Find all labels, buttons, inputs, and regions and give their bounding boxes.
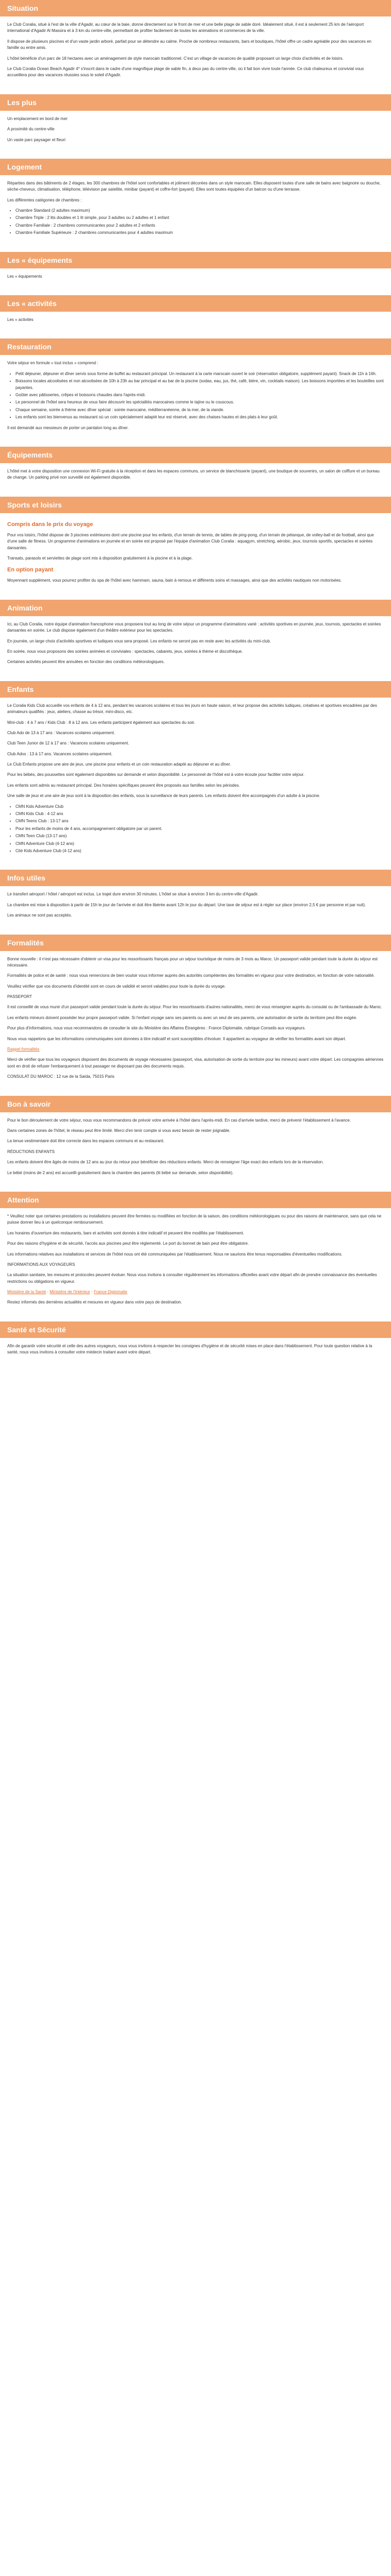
paragraph: Les différentes catégories de chambres :: [7, 197, 82, 202]
contact: CONSULAT DU MAROC : 12 rue de la Saïda, 75015 Paris: [7, 1074, 115, 1079]
paragraph: Club Ados : 13 à 17 ans. Vacances scolaires uniquement.: [7, 751, 112, 756]
paragraph: Formalités de police et de santé : nous vous remercions de bien vouloir vous informer auprès des autorités compétentes des formalités en vigueur pour votre destination, en fonction de votre nationalité.: [7, 973, 375, 978]
activites-section: [0, 295, 391, 338]
paragraph: Transats, parasols et serviettes de plage sont mis à disposition gratuitement à la piscine et à la plage.: [7, 555, 193, 561]
section-title: Restauration: [0, 338, 391, 355]
plus-section: [0, 94, 391, 159]
paragraph: Les enfants sont admis au restaurant principal. Des horaires spécifiques peuvent être proposés aux familles selon les périodes.: [7, 783, 240, 788]
section-title: Formalités: [0, 935, 391, 951]
sports-section: [0, 497, 391, 600]
paragraph: Pour plus d'informations, nous vous recommandons de consulter le site du Ministère des Affaires Étrangères : France Diplomatie, rubrique Conseils aux voyageurs.: [7, 1026, 306, 1031]
paragraph: Le Coralia Kids Club accueille vos enfants de 4 à 12 ans, pendant les vacances scolaires et tous les jours en haute saison, et leur propose des activités ludiques, créatives et sportives encadrées par des animateurs qualifiés : jeux, ateliers, chasse au trésor, mini-disco, etc.: [7, 703, 377, 715]
enfants-section: [0, 681, 391, 870]
section-title: Situation: [0, 0, 391, 16]
attention-section: Attention * Veuillez noter que certaines prestations ou installations peuvent être fermées ou modifiées en fonction de la saison, des conditions météorologiques ou pour des raisons de maintenance, sans que cela ne puisse donner lieu à un quelconque remboursement. Les horaires d'ouverture des restaurants, bars et activités sont donnés à titre indicatif et peuvent être modifiés par l'établissement. Pour des raisons d'hygiène et de sécurité, l'accès aux piscines peut être réglementé. Le port du bonnet de bain peut être obligatoire. Les informations relatives aux installations et services de l'hôtel nous ont été communiquées par l'établissement. Nous ne saurions être tenus responsables d'éventuelles modifications. INFORMATIONS AUX VOYAGEURS La situation sanitaire, les mesures et protocoles peuvent évoluer. Nous vous invitons à consulter régulièrement les informations officielles avant votre départ afin de prendre connaissance des éventuelles restrictions ou obligations en vigueur. Ministère de la Santé · Ministère de l'Intérieur · France Diplomatie Restez informés des dernières actualités et mesures en vigueur dans votre pays de destination.: [0, 1192, 391, 1321]
subsection-title: Compris dans le prix du voyage: [7, 521, 93, 528]
list-item: • Chambre Familiale Supérieure : 2 chambres communicantes pour 4 adultes maximum: [15, 230, 384, 236]
bon-savoir-section: [0, 1096, 391, 1192]
paragraph: Les « équipements: [7, 274, 42, 279]
list-item: • Cité Kids Adventure Club (4-12 ans): [15, 848, 384, 854]
paragraph: Ici, au Club Coralia, notre équipe d'animation francophone vous proposera tout au long de votre séjour un programme d'animations varié : activités sportives en journée, jeux, tournois, spectacles et soirées dansantes en soirée. Le club dispose également d'un théâtre extérieur pour les spectacles.: [7, 621, 381, 633]
paragraph: Certaines activités peuvent être annulées en fonction des conditions météorologiques.: [7, 659, 165, 665]
subsection-title: INFORMATIONS AUX VOYAGEURS: [7, 1262, 75, 1267]
rappel-link[interactable]: Rappel formalités: [7, 1047, 40, 1052]
paragraph: Afin de garantir votre sécurité et celle des autres voyageurs, nous vous invitons à respecter les consignes d'hygiène et de sécurité mises en place dans l'établissement. Pour toute question relative à la santé, nous vous invitons à consulter votre médecin traitant avant votre départ.: [7, 1343, 372, 1355]
paragraph: Moyennant supplément, vous pourrez profiter du spa de l'hôtel avec hammam, sauna, bain à remous et différents soins et massages, ainsi que des activités nautiques non motorisées.: [7, 578, 342, 583]
restauration-list: [7, 371, 384, 421]
paragraph: Bonne nouvelle : il n'est pas nécessaire d'obtenir un visa pour les ressortissants français pour un séjour touristique de moins de 3 mois au Maroc. Un passeport valide pendant toute la durée du séjour est nécessaire.: [7, 956, 378, 968]
list-item: • CMN Adventure Club (4-12 ans): [15, 841, 384, 847]
paragraph: Club Ado de 13 à 17 ans : Vacances scolaires uniquement.: [7, 730, 115, 735]
external-link[interactable]: France Diplomatie: [93, 1290, 127, 1295]
list-item: • Boissons locales alcoolisées et non alcoolisées de 10h à 23h au bar principal et au bar de la piscine (sodas, eau, jus, thé, café, bière, vin, cocktails maison). Les boissons importées et les bouteilles sont payantes.: [15, 378, 384, 391]
section-title: Les « activités: [0, 295, 391, 312]
list-item: • Les enfants sont les bienvenus au restaurant où un coin spécialement adapté leur est réservé, avec des chaises hautes et des plats à leur goût.: [15, 414, 384, 420]
paragraph: Veuillez vérifier que vos documents d'identité sont en cours de validité et seront valables pour toute la durée du voyage.: [7, 984, 226, 989]
paragraph: Les animaux ne sont pas acceptés.: [7, 913, 72, 918]
subsection-title: En option payant: [7, 567, 54, 573]
paragraph: Merci de vérifier que tous les voyageurs disposent des documents de voyage nécessaires (passeport, visa, autorisation de sortie du territoire pour les mineurs) avant votre départ. Les compagnies aériennes sont en droit de refuser l'embarquement à tout passager ne disposant pas des documents requis.: [7, 1057, 384, 1069]
section-title: Enfants: [0, 681, 391, 698]
paragraph: Il dispose de plusieurs piscines et d'un vaste jardin arboré, parfait pour se détendre au calme. Proche de nombreux restaurants, bars et boutiques, l'hôtel offre un cadre agréable pour des vacances en famille ou entre amis.: [7, 39, 371, 50]
list-item: Un vaste parc paysager et fleuri: [7, 137, 66, 142]
paragraph: Réparties dans des bâtiments de 2 étages, les 300 chambres de l'hôtel sont confortables et joliment décorées dans un style marocain. Elles disposent toutes d'une salle de bains avec baignoire ou douche, sèche-cheveux, climatisation, téléphone, télévision par satellite, minibar (payant) et coffre-fort (payant). Elles sont toutes équipées d'un balcon ou d'une terrasse.: [7, 180, 381, 192]
info-section: [0, 870, 391, 934]
paragraph: Le Club Coralia, situé à l'est de la ville d'Agadir, au cœur de la baie, donne directement sur le front de mer et une belle plage de sable doré. Idéalement situé, il est à seulement 25 km de l'aéroport international d'Agadir Al Massira et à 3 km du centre-ville, permettant de profiter facilement de toutes les animations et commerces de la ville.: [7, 22, 364, 33]
restauration-section: [0, 338, 391, 447]
list-item: Un emplacement en bord de mer: [7, 116, 68, 121]
paragraph: En journée, un large choix d'activités sportives et ludiques vous sera proposé. Les enfants ne seront pas en reste avec les activités du mini-club.: [7, 638, 271, 643]
equipements1-section: [0, 252, 391, 295]
paragraph: Le bébé (moins de 2 ans) est accueilli gratuitement dans la chambre des parents (lit bébé sur demande, selon disponibilité).: [7, 1170, 234, 1175]
paragraph: Nous vous rappelons que les informations communiquées sont données à titre indicatif et sont susceptibles d'évoluer. Il appartient au voyageur de vérifier les formalités avant son départ.: [7, 1036, 347, 1041]
paragraph: Dans certaines zones de l'hôtel, le réseau peut être limité. Merci d'en tenir compte si vous avez besoin de rester joignable.: [7, 1128, 231, 1133]
list-item: • Chambre Standard (2 adultes maximum): [15, 208, 384, 214]
section-title: Les plus: [0, 94, 391, 111]
subsection-title: PASSEPORT: [7, 994, 32, 999]
paragraph: Les enfants doivent être âgés de moins de 12 ans au jour du retour pour bénéficier des réductions enfants. Merci de renseigner l'âge exact des enfants lors de la réservation.: [7, 1160, 324, 1165]
list-item: A proximité du centre-ville: [7, 127, 55, 132]
external-link[interactable]: Ministère de l'Intérieur: [50, 1290, 90, 1295]
section-title: Logement: [0, 159, 391, 175]
paragraph: La chambre est mise à disposition à partir de 15h le jour de l'arrivée et doit être libérée avant 12h le jour du départ. Une taxe de séjour est à régler sur place (environ 2,5 € par personne et par nuit).: [7, 902, 366, 907]
list-item: • Goûter avec pâtisseries, crêpes et boissons chaudes dans l'après-midi.: [15, 392, 384, 398]
equipements-section: [0, 447, 391, 497]
paragraph: Le Club Enfants propose une aire de jeux, une piscine pour enfants et un coin restauration adapté au déjeuner et au dîner.: [7, 762, 231, 767]
list-item: • CMN Kids Adventure Club: [15, 804, 384, 810]
paragraph: Le Club Coralia Ocean Beach Agadir 4* s'inscrit dans le cadre d'une magnifique plage de sable fin, à deux pas du centre-ville, où il fait bon vivre toute l'année. Ce club chaleureux et convivial vous accueillera pour des vacances réussies sous le soleil d'Agadir.: [7, 66, 364, 78]
list-item: • Chambre Triple : 2 lits doubles et 1 lit simple, pour 3 adultes ou 2 adultes et 1 enfant: [15, 215, 384, 221]
paragraph: Votre séjour en formule « tout inclus » comprend :: [7, 361, 99, 366]
paragraph: Les informations relatives aux installations et services de l'hôtel nous ont été communiquées par l'établissement. Nous ne saurions être tenus responsables d'éventuelles modifications.: [7, 1251, 343, 1257]
paragraph: Pour des raisons d'hygiène et de sécurité, l'accès aux piscines peut être réglementé. Le port du bonnet de bain peut être obligatoire.: [7, 1241, 249, 1246]
situation-section: [0, 0, 391, 94]
external-link[interactable]: Ministère de la Santé: [7, 1290, 46, 1295]
list-item: • CMN Teen Club (13-17 ans): [15, 833, 384, 839]
paragraph: Une salle de jeux et une aire de jeux sont à la disposition des enfants, sous la surveillance de leurs parents. Les enfants doivent être accompagnés d'un adulte à la piscine.: [7, 793, 320, 799]
paragraph: * Veuillez noter que certaines prestations ou installations peuvent être fermées ou modifiées en fonction de la saison, des conditions météorologiques ou pour des raisons de maintenance, sans que cela ne puisse donner lieu à un quelconque remboursement.: [7, 1213, 382, 1225]
list-item: • CMN Teens Club : 13-17 ans: [15, 818, 384, 824]
paragraph: Pour vos loisirs, l'hôtel dispose de 3 piscines extérieures dont une piscine pour les enfants, d'un terrain de tennis, de tables de ping-pong, d'un terrain de pétanque, de volley-ball et de football, ainsi que d'une salle de fitness. Un programme d'animations en journée et en soirée est proposé par l'équipe d'animation Club Coralia : aquagym, stretching, aérobic, jeux, tournois sportifs, spectacles et soirées dansantes.: [7, 532, 374, 550]
paragraph: L'hôtel bénéficie d'un parc de 18 hectares avec un aménagement de style marocain traditionnel. C'est un village de vacances de qualité proposant un large choix d'activités et de loisirs.: [7, 56, 344, 61]
subsection-title: RÉDUCTIONS ENFANTS: [7, 1149, 55, 1154]
paragraph: Restez informés des dernières actualités et mesures en vigueur dans votre pays de destination.: [7, 1300, 182, 1305]
list-item: • Petit déjeuner, déjeuner et dîner servis sous forme de buffet au restaurant principal. Un restaurant à la carte marocain ouvert le soir (réservation obligatoire, supplément payant). Snack de 11h à 16h.: [15, 371, 384, 377]
paragraph: Mini-club : 4 à 7 ans / Kids Club : 8 à 12 ans. Les enfants participent également aux spectacles du soir.: [7, 720, 196, 725]
list-item: • Chaque semaine, soirée à thème avec dîner spécial : soirée marocaine, méditerranéenne, de la mer, de la viande.: [15, 407, 384, 413]
animation-section: [0, 600, 391, 681]
list-item: • Le personnel de l'hôtel sera heureux de vous faire découvrir les spécialités marocaines comme le tajine ou le couscous.: [15, 399, 384, 405]
paragraph: Les enfants mineurs doivent posséder leur propre passeport valide. Si l'enfant voyage sans ses parents ou avec un seul de ses parents, une autorisation de sortie du territoire peut être exigée.: [7, 1015, 357, 1020]
note: Il est demandé aux messieurs de porter un pantalon long au dîner.: [7, 425, 129, 430]
paragraph: La situation sanitaire, les mesures et protocoles peuvent évoluer. Nous vous invitons à consulter régulièrement les informations officielles avant votre départ afin de prendre connaissance des éventuelles restrictions ou obligations en vigueur.: [7, 1273, 377, 1284]
formalites-section: [0, 935, 391, 1096]
list-item: • Pour les enfants de moins de 4 ans, accompagnement obligatoire par un parent.: [15, 826, 384, 832]
paragraph: L'hôtel met à votre disposition une connexion Wi-Fi gratuite à la réception et dans les espaces communs, un service de blanchisserie (payant), une boutique de souvenirs, un salon de coiffure et un bureau de change. Un parking privé non surveillé est également disponible.: [7, 468, 380, 480]
section-title: Animation: [0, 600, 391, 616]
section-title: Sports et loisirs: [0, 497, 391, 513]
paragraph: En soirée, nous vous proposons des soirées animées et conviviales : spectacles, cabarets, jeux, soirées à thème et discothèque.: [7, 649, 243, 654]
logement-section: [0, 159, 391, 252]
paragraph: Les « activités: [7, 317, 34, 323]
paragraph: Il est conseillé de vous munir d'un passeport valide pendant toute la durée du séjour. Pour les ressortissants d'autres nationalités, merci de vous renseigner auprès du consulat ou de l'ambassade du Maroc.: [7, 1005, 382, 1010]
section-title: Infos utiles: [0, 870, 391, 886]
section-title: Équipements: [0, 447, 391, 463]
list-item: • Chambre Familiale : 2 chambres communicantes pour 2 adultes et 2 enfants: [15, 223, 384, 229]
list-item: • CMN Kids Club : 4-12 ans: [15, 811, 384, 817]
paragraph: Pour les bébés, des poussettes sont également disponibles sur demande et selon disponibilité. Le personnel de l'hôtel est à votre écoute pour faciliter votre séjour.: [7, 772, 305, 777]
section-title: Les « équipements: [0, 252, 391, 268]
paragraph: La tenue vestimentaire doit être correcte dans les espaces communs et au restaurant.: [7, 1139, 165, 1144]
kids-club-list: [7, 804, 384, 855]
section-title: Attention: [0, 1192, 391, 1208]
paragraph: Les horaires d'ouverture des restaurants, bars et activités sont donnés à titre indicatif et peuvent être modifiés par l'établissement.: [7, 1230, 245, 1235]
paragraph: Club Teen Junior de 12 à 17 ans : Vacances scolaires uniquement.: [7, 741, 129, 746]
paragraph: Pour le bon déroulement de votre séjour, nous vous recommandons de prévoir votre arrivée à l'hôtel dans l'après-midi. En cas d'arrivée tardive, merci de prévenir l'établissement à l'avance.: [7, 1117, 351, 1123]
section-title: Bon à savoir: [0, 1096, 391, 1112]
paragraph: Le transfert aéroport / hôtel / aéroport est inclus. Le trajet dure environ 30 minutes. L'hôtel se situe à environ 3 km du centre-ville d'Agadir.: [7, 892, 259, 897]
section-title: Santé et Sécurité: [0, 1321, 391, 1338]
room-list: [7, 208, 384, 236]
sante-section: [0, 1321, 391, 1371]
